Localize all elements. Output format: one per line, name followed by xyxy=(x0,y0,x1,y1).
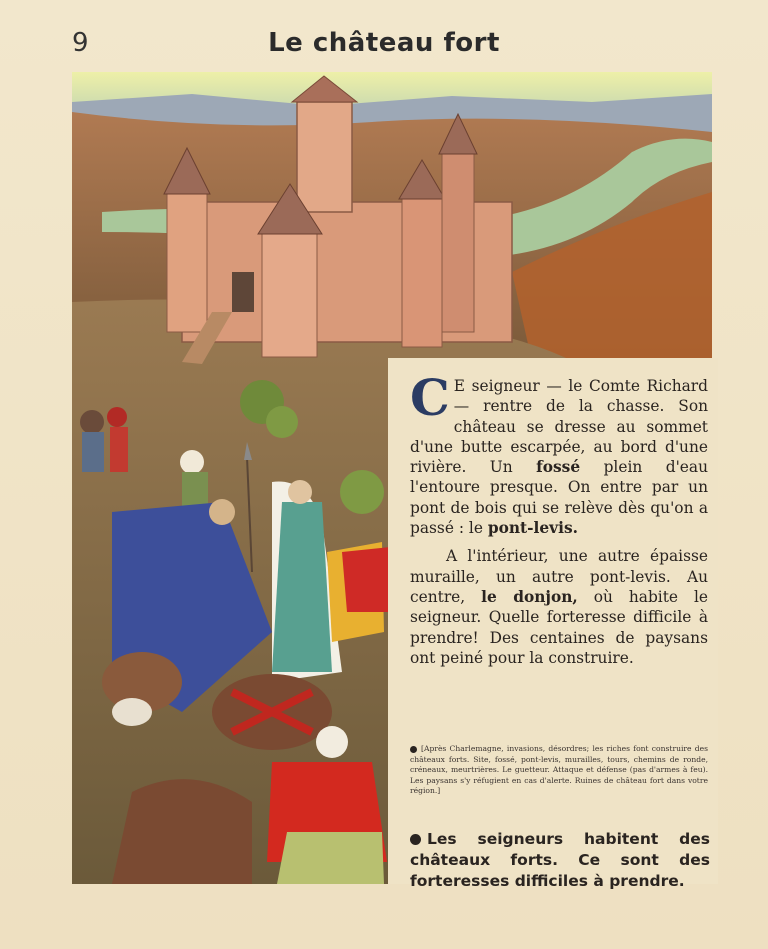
p2-text-c: où habite le seigneur. Quelle forteresse difficile à prendre! Des centaines de paysans ont peiné pour la construire. xyxy=(410,587,708,667)
p1-text-e: . xyxy=(572,519,578,538)
footnote xyxy=(410,744,708,797)
summary-text: Les seigneurs habitent des châteaux forts. Ce sont des forteresses difficiles à prendre. xyxy=(410,830,710,890)
p2-text-a: A l'intérieur, une autre épaisse muraille, un autre pont-levis. Au centre, xyxy=(410,547,708,606)
p2-keyword-donjon: le donjon, xyxy=(481,587,578,606)
tower-front xyxy=(262,232,317,357)
paragraph-1 xyxy=(410,368,709,538)
footnote-text: [Après Charlemagne, invasions, désordres; les riches font construire des châteaux forts. Site, fossé, pont-levis, murailles, tours, chemins de ronde, créneaux, meurtrières. Le guetteur. Attaque et défense (pas d'armes à feu). Les paysans s'y réfugient en cas d'alerte. Ruines de château fort dans votre région.] xyxy=(410,744,708,795)
page-title: Le château fort xyxy=(268,28,500,58)
dropcap: C xyxy=(410,368,450,427)
bush xyxy=(340,470,384,514)
tower-far-right xyxy=(442,152,474,332)
p1-keyword-fosse: fossé xyxy=(536,458,581,477)
keep-tower xyxy=(297,102,352,212)
tower-right xyxy=(402,197,442,347)
summary xyxy=(410,829,710,892)
bullet-icon xyxy=(410,746,417,753)
bullet-icon xyxy=(410,834,421,845)
page-number: 9 xyxy=(72,28,89,58)
p1-text-c: plein d'eau l'entoure presque. On entre par un pont de bois qui se relève dès qu'on a passé : le xyxy=(410,458,709,538)
tower-left xyxy=(167,192,207,332)
lady-dress xyxy=(272,502,332,672)
p1-text-a: E seigneur — le Comte Richard — rentre de la chasse. Son château se dresse au sommet d'une butte escarpée, au bord d'une rivière. Un xyxy=(410,377,708,477)
p1-keyword-pont-levis: pont-levis xyxy=(487,519,573,538)
body-text xyxy=(410,368,709,668)
hunting-dog xyxy=(112,698,152,726)
castle-gate xyxy=(232,272,254,312)
paragraph-2 xyxy=(410,546,708,668)
rider-hood xyxy=(316,726,348,758)
bush xyxy=(266,406,298,438)
